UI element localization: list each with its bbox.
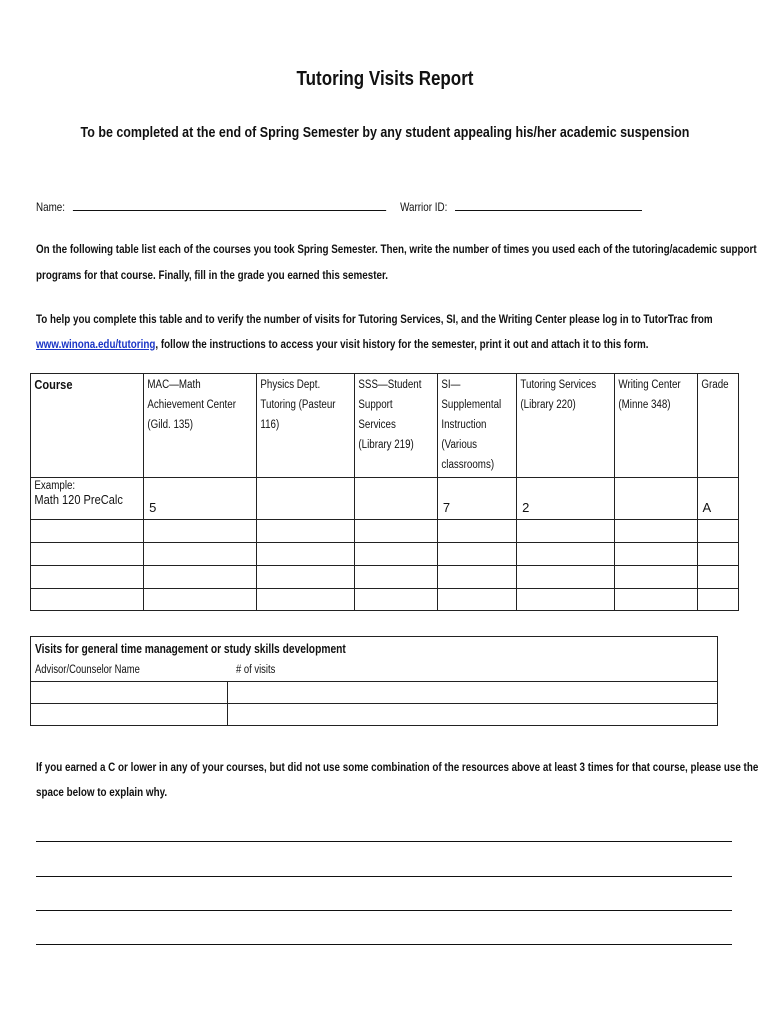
example-writing	[615, 478, 696, 500]
example-tutoring: 2	[522, 500, 530, 515]
col-course: Course	[31, 374, 144, 478]
name-field[interactable]	[73, 210, 386, 211]
page-subtitle: To be completed at the end of Spring Semester by any student appealing his/her academic suspension	[80, 125, 690, 141]
table-row[interactable]	[31, 589, 739, 611]
col-physics: Physics Dept. Tutoring (Pasteur 116)	[257, 374, 354, 478]
table-row[interactable]	[31, 566, 739, 589]
tutortrac-line-2-text: , follow the instructions to access your visit history for the semester, print it out and attach it to this form.	[155, 337, 649, 351]
example-sss	[355, 478, 437, 500]
col-mac: MAC—Math Achievement Center (Gild. 135)	[144, 374, 257, 478]
example-mac: 5	[149, 500, 157, 515]
explanation-line[interactable]	[36, 841, 732, 842]
general-visits-table	[30, 636, 718, 726]
general-visits-header	[31, 637, 718, 682]
example-grade: A	[702, 500, 712, 515]
explanation-line[interactable]	[36, 944, 732, 945]
example-label: Example:	[34, 480, 76, 492]
example-si: 7	[442, 500, 451, 515]
advisor-label: Advisor/Counselor Name	[35, 664, 140, 676]
col-grade: Grade	[697, 374, 738, 478]
example-course: Math 120 PreCalc	[34, 492, 123, 507]
name-label: Name:	[36, 200, 65, 214]
col-writing: Writing Center (Minne 348)	[615, 374, 697, 478]
instructions-line-2: programs for that course. Finally, fill in the grade you earned this semester.	[36, 268, 388, 282]
warrior-id-field[interactable]	[455, 210, 642, 211]
general-visits-heading: Visits for general time management or study skills development	[35, 642, 346, 656]
table-row[interactable]	[31, 520, 739, 543]
explanation-line[interactable]	[36, 876, 732, 877]
instructions-line-1: On the following table list each of the courses you took Spring Semester. Then, write the number of times you used each of the tutoring/academic support	[36, 242, 757, 256]
table-row[interactable]	[31, 704, 718, 726]
tutortrac-line-1: To help you complete this table and to verify the number of visits for Tutoring Services, SI, and the Writing Center please log in to TutorTrac from	[36, 312, 713, 326]
explain-line-1: If you earned a C or lower in any of your courses, but did not use some combination of the resources above at least 3 times for that course, please use the	[36, 760, 759, 774]
visits-count-label: # of visits	[236, 664, 276, 676]
page-title: Tutoring Visits Report	[296, 68, 474, 90]
tutortrac-line-2	[36, 337, 649, 351]
example-physics	[257, 478, 353, 500]
explain-line-2: space below to explain why.	[36, 785, 168, 799]
col-si: SI— Supplemental Instruction (Various classrooms)	[437, 374, 516, 478]
explanation-line[interactable]	[36, 910, 732, 911]
warrior-id-label: Warrior ID:	[400, 200, 448, 214]
col-tutoring: Tutoring Services (Library 220)	[517, 374, 615, 478]
name-row	[36, 200, 642, 214]
visits-table	[30, 373, 739, 611]
example-row	[31, 478, 739, 520]
table-row[interactable]	[31, 543, 739, 566]
tutoring-link[interactable]: www.winona.edu/tutoring	[36, 337, 156, 351]
example-course-cell	[31, 478, 144, 520]
col-sss: SSS—Student Support Services (Library 219)	[354, 374, 437, 478]
table-header-row	[31, 374, 739, 478]
table-row[interactable]	[31, 682, 718, 704]
